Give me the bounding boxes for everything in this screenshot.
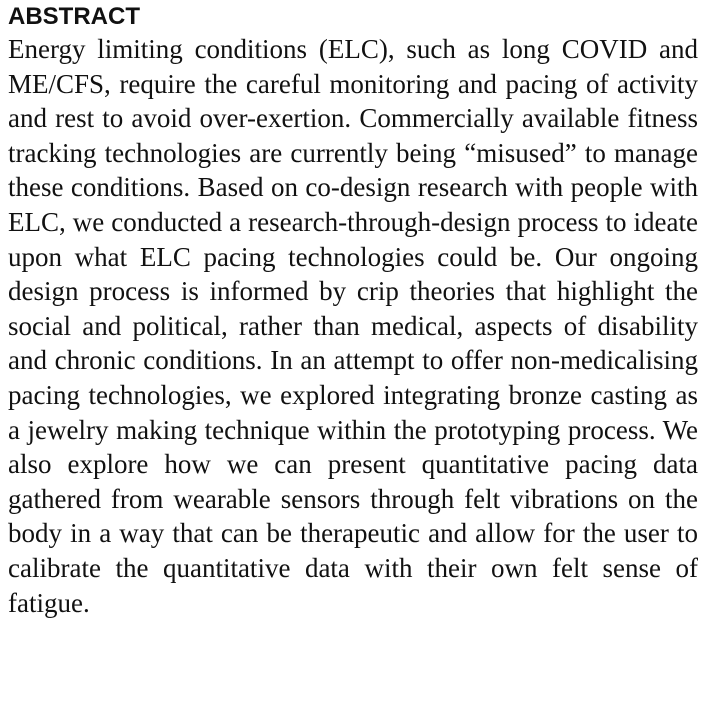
abstract-paragraph: Energy limiting conditions (ELC), such as long COVID and ME/CFS, require the careful monitoring and pacing of activity and rest to avoid over-exertion. Commercially available fitness tracking technologies are currently being “misused” to manage these conditions. Based on co-design research with people with ELC, we conducted a research-through-design process to ideate upon what ELC pacing technologies could be. Our ongoing design process is informed by crip theories that highlight the social and political, rather than medical, aspects of disability and chronic conditions. In an attempt to offer non-medicalising pacing technologies, we explored integrating bronze casting as a jewelry making technique within the prototyping process. We also explore how we can present quantitative pacing data gathered from wearable sensors through felt vibrations on the body in a way that can be therapeutic and allow for the user to calibrate the quantitative data with their own felt sense of fatigue. bbox=[8, 34, 698, 618]
abstract-section bbox=[8, 2, 698, 620]
section-heading: ABSTRACT bbox=[8, 3, 140, 30]
